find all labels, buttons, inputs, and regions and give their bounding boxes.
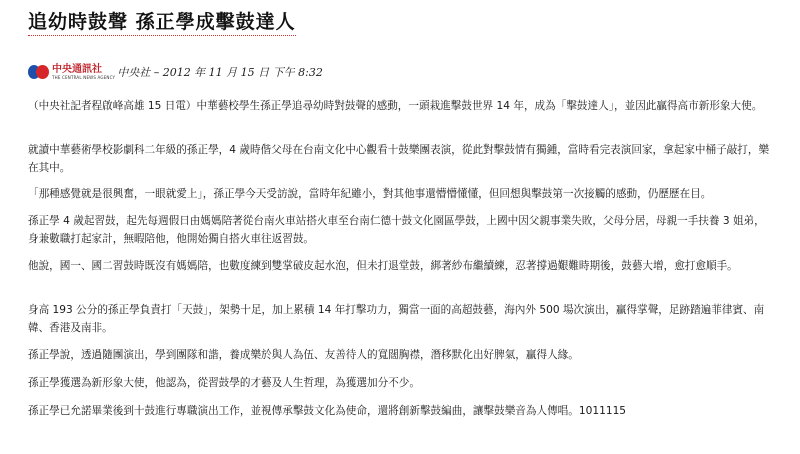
paragraph-4: 孫正學 4 歲起習鼓，起先每週假日由媽媽陪著從台南火車站搭火車至台南仁德十鼓文化園區學鼓，上國中因父親事業失敗，父母分居，母親一手扶養 3 姐弟，身兼數職打起家計，無暇陪他，他開始獨自搭火車往返習鼓。 <box>28 215 765 245</box>
cna-logo-icon <box>28 64 50 80</box>
paragraph-1: （中央社記者程啟峰高雄 15 日電）中華藝校學生孫正學追尋幼時對鼓聲的感動，一頭栽進擊鼓世界 14 年，成為「擊鼓達人」，並因此贏得高市新形象大使。 <box>28 100 763 112</box>
paragraph-7: 孫正學說，透過隨團演出，學到團隊和諧，養成樂於與人為伍、友善待人的寬闊胸襟，潛移默化出好脾氣，贏得人緣。 <box>28 349 579 361</box>
byline-text: 中央社 – 2012 年 11 月 15 日 下午 8:32 <box>117 66 323 79</box>
paragraph-2: 就讀中華藝術學校影劇科二年級的孫正學，4 歲時偕父母在台南文化中心觀看十鼓樂團表演，從此對擊鼓情有獨鍾，當時看完表演回家，拿起家中桶子敲打，樂在其中。 <box>28 144 770 174</box>
paragraph-3: 「那種感覺就是很興奮，一眼就愛上」，孫正學今天受訪說，當時年紀雖小，對其他事還懵懵懂懂，但回想與擊鼓第一次接觸的感動，仍歷歷在目。 <box>28 188 712 200</box>
paragraph-6: 身高 193 公分的孫正學負責打「天鼓」，架勢十足，加上累積 14 年打擊功力，獨當一面的高超鼓藝，海內外 500 場次演出，贏得掌聲，足跡踏遍菲律賓、南韓、香港及南非。 <box>28 304 765 334</box>
byline <box>28 62 323 82</box>
article-headline: 追幼時鼓聲 孫正學成擊鼓達人 <box>28 7 296 36</box>
paragraph-8: 孫正學獲選為新形象大使，他認為，從習鼓學的才藝及人生哲理，為獲選加分不少。 <box>28 377 420 389</box>
cna-logo <box>28 63 115 81</box>
logo-name-cn: 中央通訊社 <box>52 63 102 75</box>
logo-name-en: THE CENTRAL NEWS AGENCY <box>52 74 116 80</box>
paragraph-9: 孫正學已允諾畢業後到十鼓進行專職演出工作，並視傳承擊鼓文化為使命，還將創新擊鼓編曲，讓擊鼓樂音為人傳唱。1011115 <box>28 405 627 417</box>
paragraph-5: 他說，國一、國二習鼓時既沒有媽媽陪，也數度練到雙掌破皮起水泡，但未打退堂鼓，綁著紗布繼續練，忍著撐過艱難時期後，鼓藝大增，愈打愈順手。 <box>28 260 738 272</box>
